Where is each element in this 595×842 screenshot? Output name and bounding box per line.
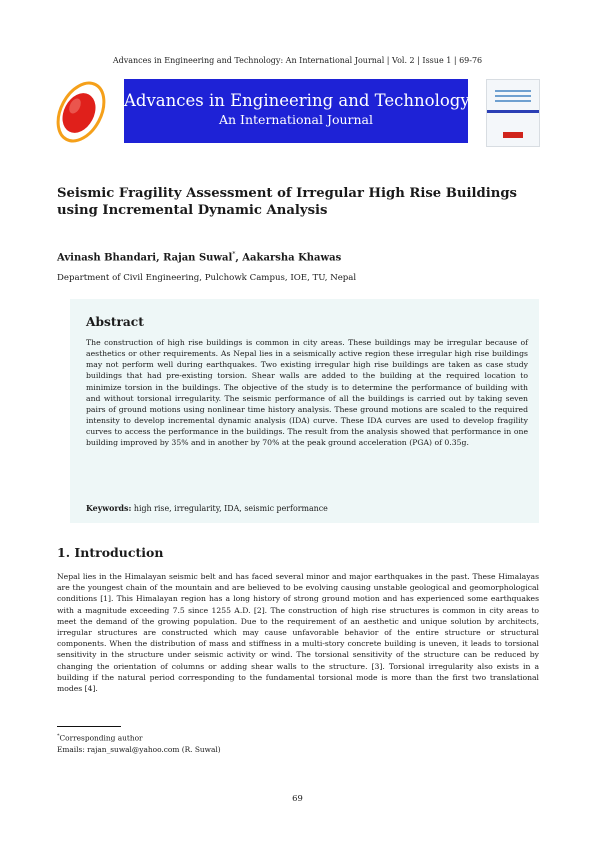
keywords [86, 504, 328, 513]
authors-rest: , Aakarsha Khawas [235, 252, 342, 264]
cover-band [487, 110, 539, 113]
footnote-email: Emails: rajan_suwal@yahoo.com (R. Suwal) [57, 745, 221, 754]
cover-text-lines [495, 90, 531, 105]
abstract-text: The construction of high rise buildings is common in city areas. These buildings may be irregular because of aesthetics or other requirements. As Nepal lies in a seismically active region these irregular high rise buildings may not perform well during earthquakes. Two existing irregular high rise buildings are taken as case study buildings that had pre-existing torsion. Shear walls are added to the building at the required location to minimize torsion in the buildings. The objective of the study is to determine the performance of building with and without torsional irregularity. The seismic performance of all the buildings is carried out by taking seven pairs of ground motions using nonlinear time history analysis. These ground motions are scaled to the required intensity to develop incremental dynamic analysis (IDA) curve. These IDA curves are used to develop fragility curves to access the performance in the buildings. The result from the analysis showed that performance in one building improved by 35% and in another by 70% at the peak ground acceleration (PGA) of 0.35g. [86, 338, 528, 448]
footnote-mark: * [57, 733, 60, 739]
journal-subtitle: An International Journal [218, 112, 374, 127]
footnote-corresponding-text: Corresponding author [59, 733, 143, 743]
keywords-label: Keywords: [86, 504, 132, 513]
introduction-text: Nepal lies in the Himalayan seismic belt and has faced several minor and major earthquakes in the past. These Himalayas are the youngest chain of the mountain and are believed to be evolving causing unstable geological and geomorphological conditions [1]. This Himalayan region has a long history of strong ground motion and has experienced some earthquakes with a magnitude exceeding 7.5 since 1255 A.D. [2]. The construction of high rise structures is common in city areas to meet the demand of the growing population. Due to the requirement of an aesthetic and unique solution by architects, irregular structures are constructed which may cause unfavorable behavior of the entire structure or structural components. When the distribution of mass and stiffness in a multi-story concrete building is uneven, it leads to torsional sensitivity in the structure under seismic activity or wind. The torsional sensitivity of the structure can be reduced by changing the orientation of columns or adding shear walls to the structure. [3]. Torsional irregularity also exists in a building if the natural period corresponding to the fundamental torsional mode is more than the first two translational modes [4]. [57, 572, 539, 694]
abstract-heading: Abstract [86, 315, 144, 329]
journal-banner [124, 79, 468, 143]
journal-logo [52, 76, 110, 146]
page-number: 69 [292, 793, 303, 803]
authors [57, 251, 341, 263]
running-head: Advances in Engineering and Technology: An International Journal | Vol. 2 | Issue 1 | 69-76 [112, 56, 483, 65]
corresponding-mark: * [232, 251, 236, 258]
cover-publisher-logo [503, 132, 523, 138]
footnote-rule [57, 726, 121, 727]
authors-first: Avinash Bhandari, Rajan Suwal [57, 252, 233, 264]
footnote-corresponding [57, 733, 143, 742]
paper-title: Seismic Fragility Assessment of Irregular High Rise Buildings using Incremental Dynamic Analysis [57, 186, 517, 218]
journal-cover-thumbnail [486, 79, 540, 147]
affiliation: Department of Civil Engineering, Pulchowk Campus, IOE, TU, Nepal [57, 273, 357, 283]
journal-title: Advances in Engineering and Technology [124, 91, 470, 110]
keywords-list: high rise, irregularity, IDA, seismic performance [133, 504, 328, 513]
section-heading-introduction: 1. Introduction [57, 545, 164, 560]
